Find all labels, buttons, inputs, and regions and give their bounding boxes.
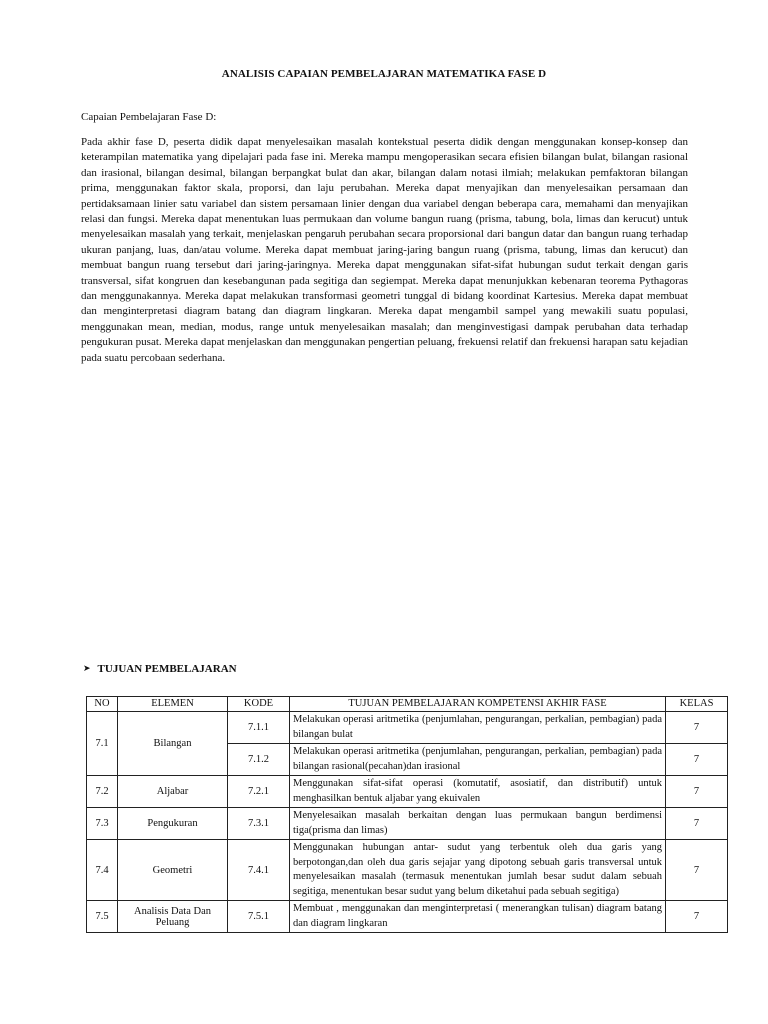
cell-elemen: Analisis Data Dan Peluang <box>118 901 228 933</box>
cell-no: 7.5 <box>87 901 118 933</box>
cell-no: 7.1 <box>87 712 118 776</box>
header-kelas: KELAS <box>666 697 728 712</box>
cell-kode: 7.1.1 <box>228 712 290 744</box>
arrow-bullet-icon: ➤ <box>83 664 91 674</box>
cell-tujuan: Menggunakan sifat-sifat operasi (komutatif, asosiatif, dan distributif) untuk menghasilkan bentuk aljabar yang ekuivalen <box>290 776 666 808</box>
tujuan-table <box>86 696 728 933</box>
header-elemen: ELEMEN <box>118 697 228 712</box>
cell-tujuan: Membuat , menggunakan dan menginterpretasi ( menerangkan tulisan) diagram batang dan diagram lingkaran <box>290 901 666 933</box>
cell-tujuan: Menyelesaikan masalah berkaitan dengan luas permukaan bangun berdimensi tiga(prisma dan limas) <box>290 808 666 840</box>
cell-kode: 7.5.1 <box>228 901 290 933</box>
table-header-row <box>87 697 728 712</box>
page-title: ANALISIS CAPAIAN PEMBELAJARAN MATEMATIKA FASE D <box>221 68 547 80</box>
cell-kode: 7.4.1 <box>228 840 290 901</box>
cell-elemen: Aljabar <box>118 776 228 808</box>
cell-tujuan: Melakukan operasi aritmetika (penjumlahan, pengurangan, perkalian, pembagian) pada bilangan rasional(pecahan)dan irasional <box>290 744 666 776</box>
cell-kode: 7.1.2 <box>228 744 290 776</box>
section-heading-label: TUJUAN PEMBELAJARAN <box>97 663 237 675</box>
table-row <box>87 808 728 840</box>
cell-elemen: Bilangan <box>118 712 228 776</box>
cell-no: 7.3 <box>87 808 118 840</box>
cell-no: 7.2 <box>87 776 118 808</box>
table-row <box>87 901 728 933</box>
cell-kelas: 7 <box>666 808 728 840</box>
cell-no: 7.4 <box>87 840 118 901</box>
cell-kelas: 7 <box>666 744 728 776</box>
cell-tujuan: Menggunakan hubungan antar- sudut yang terbentuk oleh dua garis yang berpotongan,dan oleh dua garis sejajar yang dipotong sebuah garis transversal untuk menyelesaikan masalah (termasuk menentukan jumlah besar sudut dalam sebuah segitiga, menentukan besar sudut yang belum diketahui pada sebuah segitiga) <box>290 840 666 901</box>
cell-kelas: 7 <box>666 712 728 744</box>
cell-kelas: 7 <box>666 901 728 933</box>
header-tujuan: TUJUAN PEMBELAJARAN KOMPETENSI AKHIR FASE <box>290 697 666 712</box>
cell-elemen: Geometri <box>118 840 228 901</box>
cell-kelas: 7 <box>666 840 728 901</box>
cell-elemen: Pengukuran <box>118 808 228 840</box>
table-row <box>87 840 728 901</box>
cell-kode: 7.3.1 <box>228 808 290 840</box>
cell-kelas: 7 <box>666 776 728 808</box>
tujuan-section-heading <box>83 663 237 675</box>
header-no: NO <box>87 697 118 712</box>
table-row <box>87 776 728 808</box>
cell-kode: 7.2.1 <box>228 776 290 808</box>
header-kode: KODE <box>228 697 290 712</box>
body-paragraph: Pada akhir fase D, peserta didik dapat menyelesaikan masalah kontekstual peserta didik dengan menggunakan konsep-konsep dan keterampilan matematika yang dipelajari pada fase ini. Mereka mampu mengoperasikan secara efisien bilangan bulat, bilangan rasional dan irasional, bilangan desimal, bilangan berpangkat bulat dan akar, bilangan dalam notasi ilmiah; melakukan pemfaktoran bilangan prima, menggunakan faktor skala, proporsi, dan laju perubahan. Mereka dapat menyajikan dan menyelesaikan persamaan dan pertidaksamaan linier satu variabel dan sistem persamaan linier dengan dua variabel dengan beberapa cara, memahami dan menyajikan relasi dan fungsi. Mereka dapat menentukan luas permukaan dan volume bangun ruang (prisma, tabung, bola, limas dan kerucut) untuk menyelesaikan masalah yang terkait, menjelaskan pengaruh perubahan secara proporsional dari bangun datar dan bangun ruang terhadap ukuran panjang, luas, dan/atau volume. Mereka dapat membuat jaring-jaring bangun ruang (prisma, tabung, limas dan kerucut) dan membuat bangun ruang tersebut dari jaring-jaringnya. Mereka dapat menggunakan sifat-sifat hubungan sudut terkait dengan garis transversal, sifat kongruen dan kesebangunan pada segitiga dan segiempat. Mereka dapat menunjukkan kebenaran teorema Pythagoras dan menggunakannya. Mereka dapat melakukan transformasi geometri tunggal di bidang koordinat Kartesius. Mereka dapat membuat dan menginterpretasi diagram batang dan diagram lingkaran. Mereka dapat mengambil sampel yang mewakili suatu populasi, menggunakan mean, median, modus, range untuk menyelesaikan masalah; dan menginvestigasi dampak perubahan data terhadap pengukuran pusat. Mereka dapat menjelaskan dan menggunakan pengertian peluang, frekuensi relatif dan frekuensi harapan satu kejadian pada suatu percobaan sederhana. <box>81 136 688 364</box>
table-row <box>87 712 728 744</box>
cell-tujuan: Melakukan operasi aritmetika (penjumlahan, pengurangan, perkalian, pembagian) pada bilangan bulat <box>290 712 666 744</box>
section-subheading: Capaian Pembelajaran Fase D: <box>81 111 217 123</box>
